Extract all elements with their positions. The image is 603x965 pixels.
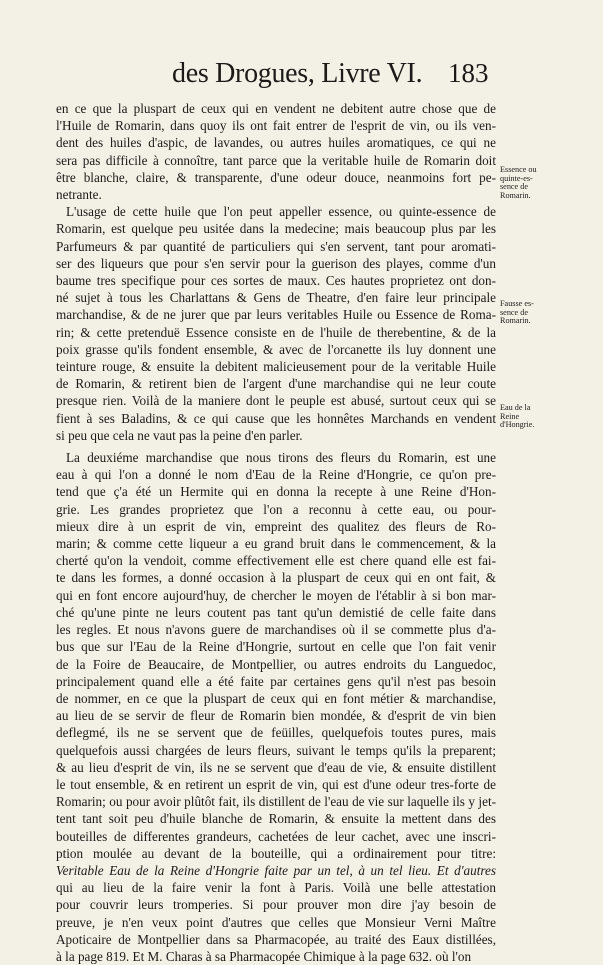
text-line: preuve, je n'en veux point d'autres que celles que Monsieur Verni Maître xyxy=(56,914,496,930)
text-line: de nommer, en ce que la pluspart de ceux qui en font métier & marchandise, xyxy=(56,690,496,706)
text-line: te dans les formes, a donné occasion à la pluspart de ceux qui en ont fait, & xyxy=(56,570,496,586)
text-line: Romarin; ou pour avoir plûtôt fait, ils distillent de l'eau de vie sur laquelle ils y jet- xyxy=(56,794,496,810)
text-line: presque rien. Voilà de la maniere dont le peuple est abusé, surtout ceux qui se xyxy=(56,393,496,409)
text-line: marchandise, & de ne jurer que par leurs veritables Huile ou Essence de Roma- xyxy=(56,307,496,323)
text-line: bouteilles de differentes grandeurs, cachetées de leur cachet, avec une inscri- xyxy=(56,828,496,844)
text-line: sera pas difficile à connoître, tant parce que la veritable huile de Romarin doit xyxy=(56,152,496,168)
text-line: cherté qu'on la vendoit, comme effectivement elle est chere quand elle est fai- xyxy=(56,553,496,569)
margin-note-line: Fausse es- xyxy=(500,299,534,308)
text-line: en ce que la pluspart de ceux qui en vendent ne debitent autre chose que de xyxy=(56,101,496,116)
text-line: Apoticaire de Montpellier dans sa Pharmacopée, au traité des Eaux distillées, xyxy=(56,931,496,947)
text-line: de la Foire de Beaucaire, de Montpellier, ou autres endroits du Languedoc, xyxy=(56,656,496,672)
text-line: rin; & cette pretenduë Essence consiste en de l'huile de therebentine, & de la xyxy=(56,324,496,340)
margin-note-line: sence de xyxy=(500,307,528,317)
text-line: si peu que cela ne vaut pas la peine d'en parler. xyxy=(56,427,303,443)
margin-note-line: Essence ou xyxy=(500,165,537,174)
text-line: Veritable Eau de la Reine d'Hongrie faite par un tel, à un tel lieu. Et d'autres xyxy=(56,862,496,878)
text-line: à la page 819. Et M. Charas à sa Pharmacopée Chimique à la page 632. où l'on xyxy=(56,948,472,964)
margin-note-line: quinte-es- xyxy=(500,173,533,183)
text-line: les regles. Et nous n'avons guere de marchandises où il se commette plus d'a- xyxy=(56,622,496,638)
text-line: bus que sur l'Eau de la Reine d'Hongrie, surtout en celle que l'on fait venir xyxy=(56,639,496,655)
margin-note-eau-reine xyxy=(500,404,566,430)
margin-note-line: Reine xyxy=(500,411,520,421)
text-line: pour couvrir leurs tromperies. Si pour prouver mon dire j'ay besoin de xyxy=(56,897,496,913)
paragraph xyxy=(56,449,496,965)
margin-note-line: sence de xyxy=(500,182,528,192)
margin-note-line: Eau de la xyxy=(500,403,531,412)
margin-note-line: d'Hongrie. xyxy=(500,420,535,430)
main-text xyxy=(56,100,496,965)
text-line: de Romarin, & retirent bien de l'argent d'une marchandise qui ne leur coute xyxy=(56,376,496,392)
text-line: marin; & comme cette liqueur a eu grand bruit dans le commencement, & la xyxy=(56,536,496,552)
text-line: La deuxiéme marchandise que nous tirons des fleurs du Romarin, est une xyxy=(66,450,496,466)
text-line: tend que ç'a été un Hermite qui en donna la recepte à une Reine d'Hon- xyxy=(56,484,496,500)
text-line: dent des huiles d'aspic, de lavandes, ou autres huiles aromatiques, ce qui ne xyxy=(56,135,496,151)
text-line: tent tant soit peu d'huile blanche de Romarin, & ensuite la mettent dans des xyxy=(56,811,496,827)
paragraph xyxy=(56,100,496,203)
text-line: quelquefois aussi chargées de leurs fleurs, suivant le temps qu'ils la preparent; xyxy=(56,742,496,758)
text-line: ser des liqueurs que pour s'en servir pour la guerison des playes, comme d'un xyxy=(56,255,496,271)
margin-note-essence xyxy=(500,166,566,200)
text-line: mieux dire à un esprit de vin, empreint des qualitez des fleurs de Ro- xyxy=(56,518,496,534)
margin-note-line: Romarin. xyxy=(500,190,531,200)
text-line: né sujet à tous les Charlattans & Gens de Theatre, d'en faire leur principale xyxy=(56,290,496,306)
text-line: ption moulée au devant de la bouteille, qui a ordinairement pour titre: xyxy=(56,845,496,861)
text-line: Romarin, est quelque peu usitée dans la medecine; mais beaucoup plus par les xyxy=(56,221,496,237)
text-line: poix grasse qu'ils fondent ensemble, & avec de l'orcanette ils luy donnent une xyxy=(56,341,496,357)
running-title: des Drogues, Livre VI. xyxy=(172,58,423,89)
text-line: être blanche, claire, & transparente, d'une odeur douce, neanmoins fort pe- xyxy=(56,169,496,185)
page-number: 183 xyxy=(448,58,489,88)
text-line: L'usage de cette huile que l'on peut appeller essence, ou quinte-essence de xyxy=(66,204,496,220)
margin-note-fausse-essence xyxy=(500,300,566,326)
text-line: qui en font encore aujourd'huy, de chercher le moyen de l'établir à si bon mar- xyxy=(56,587,496,603)
text-line: baume tres specifique pour ces sortes de maux. Ces hautes proprietez ont don- xyxy=(56,273,496,289)
text-line: principalement quand elle a été faite par certaines gens qu'il n'est pas besoin xyxy=(56,673,496,689)
text-line: deflegmé, ils ne se servent que de feüilles, quelquefois toutes pures, mais xyxy=(56,725,496,741)
text-line: eau à qui l'on a donné le nom d'Eau de la Reine d'Hongrie, ce qu'on pre- xyxy=(56,467,496,483)
text-line: teinture rouge, & ensuite la debitent malicieusement pour de la veritable Huile xyxy=(56,359,496,375)
text-line: grie. Les grandes proprietez que l'on a reconnu à cette eau, ou pour- xyxy=(56,501,496,517)
text-line: fient à ses Baladins, & ce qui cause que les honnêtes Marchands en vendent xyxy=(56,410,496,426)
margin-note-line: Romarin. xyxy=(500,316,531,326)
text-line: au lieu de se servir de fleur de Romarin bien mondée, & d'esprit de vin bien xyxy=(56,708,496,724)
paragraph xyxy=(56,203,496,444)
text-line: l'Huile de Romarin, dans quoy ils ont fait entrer de l'esprit de vin, ou ils ven- xyxy=(56,118,496,134)
text-line: qui au lieu de la faire venir la font à Paris. Voilà une belle attestation xyxy=(56,880,496,896)
text-line: netrante. xyxy=(56,187,102,203)
text-line: le tout ensemble, & en retirent un esprit de vin, qui est d'une odeur tres-forte de xyxy=(56,776,496,792)
page-header xyxy=(0,58,603,98)
text-line: Parfumeurs & par quantité de particuliers qui s'en servent, tant pour aromati- xyxy=(56,238,496,254)
text-line: & au lieu d'esprit de vin, ils ne se servent que d'eau de vie, & ensuite distillent xyxy=(56,759,496,775)
text-line: ché qu'une pinte ne leurs coutent pas tant qu'un demistié de celle faite dans xyxy=(56,604,496,620)
